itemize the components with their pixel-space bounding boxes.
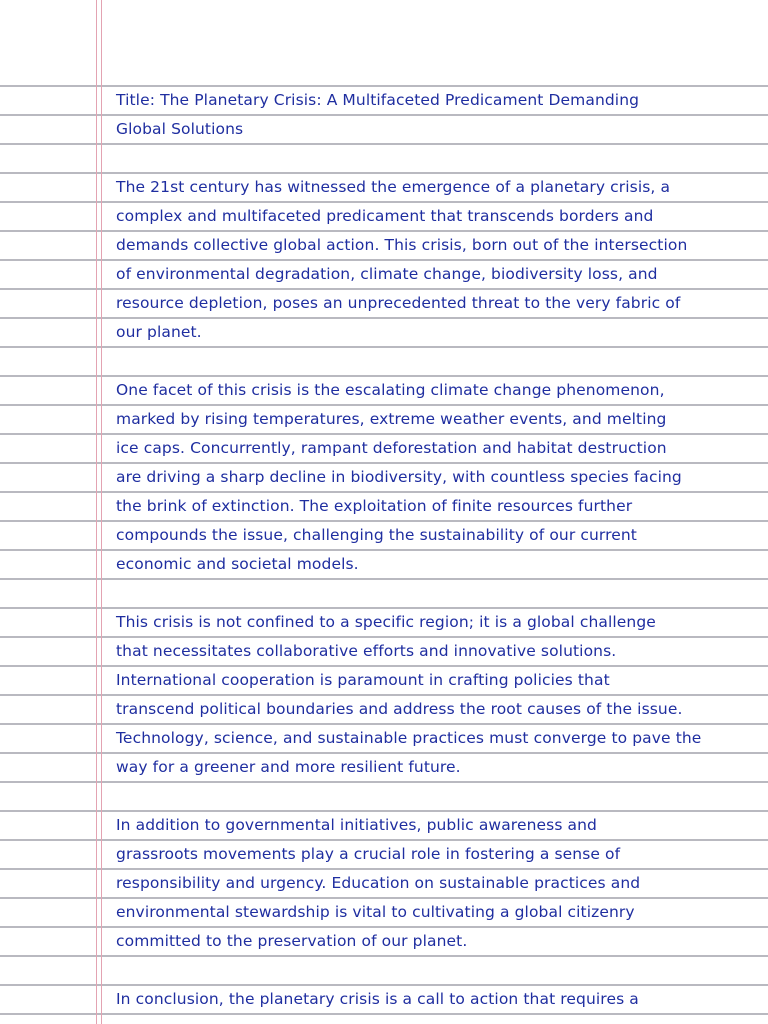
paragraph bbox=[116, 985, 756, 1014]
blank-line bbox=[116, 956, 756, 985]
text-line: environmental stewardship is vital to cultivating a global citizenry bbox=[116, 903, 635, 921]
margin-line bbox=[96, 0, 97, 1024]
text-line: economic and societal models. bbox=[116, 555, 359, 573]
text-line: International cooperation is paramount in crafting policies that bbox=[116, 671, 610, 689]
text-line: way for a greener and more resilient future. bbox=[116, 758, 461, 776]
text-line: marked by rising temperatures, extreme weather events, and melting bbox=[116, 410, 667, 428]
text-line: our planet. bbox=[116, 323, 202, 341]
text-line: This crisis is not confined to a specific region; it is a global challenge bbox=[116, 613, 656, 631]
text-line: complex and multifaceted predicament that transcends borders and bbox=[116, 207, 654, 225]
text-line: that necessitates collaborative efforts and innovative solutions. bbox=[116, 642, 617, 660]
text-line: One facet of this crisis is the escalating climate change phenomenon, bbox=[116, 381, 665, 399]
text-line: The 21st century has witnessed the emergence of a planetary crisis, a bbox=[116, 178, 671, 196]
title-line: Global Solutions bbox=[116, 120, 244, 138]
margin-line bbox=[101, 0, 102, 1024]
paragraph bbox=[116, 376, 756, 579]
paragraph bbox=[116, 608, 756, 782]
text-line: ice caps. Concurrently, rampant deforestation and habitat destruction bbox=[116, 439, 667, 457]
text-line: committed to the preservation of our planet. bbox=[116, 932, 468, 950]
text-line: of environmental degradation, climate change, biodiversity loss, and bbox=[116, 265, 658, 283]
text-line: In addition to governmental initiatives, public awareness and bbox=[116, 816, 597, 834]
handwritten-essay bbox=[116, 86, 756, 1014]
text-line: In conclusion, the planetary crisis is a call to action that requires a bbox=[116, 990, 639, 1008]
page-header-band bbox=[0, 0, 768, 84]
text-line: demands collective global action. This crisis, born out of the intersection bbox=[116, 236, 688, 254]
text-line: responsibility and urgency. Education on sustainable practices and bbox=[116, 874, 641, 892]
text-line: compounds the issue, challenging the sustainability of our current bbox=[116, 526, 637, 544]
blank-line bbox=[116, 347, 756, 376]
paragraph bbox=[116, 811, 756, 956]
blank-line bbox=[116, 144, 756, 173]
text-line: the brink of extinction. The exploitation of finite resources further bbox=[116, 497, 633, 515]
title-line: Title: The Planetary Crisis: A Multifaceted Predicament Demanding bbox=[116, 91, 640, 109]
text-line: are driving a sharp decline in biodiversity, with countless species facing bbox=[116, 468, 682, 486]
text-line: transcend political boundaries and address the root causes of the issue. bbox=[116, 700, 683, 718]
paragraph bbox=[116, 173, 756, 347]
text-line: grassroots movements play a crucial role in fostering a sense of bbox=[116, 845, 621, 863]
text-line: Technology, science, and sustainable practices must converge to pave the bbox=[116, 729, 702, 747]
blank-line bbox=[116, 782, 756, 811]
text-line: resource depletion, poses an unprecedented threat to the very fabric of bbox=[116, 294, 681, 312]
blank-line bbox=[116, 579, 756, 608]
